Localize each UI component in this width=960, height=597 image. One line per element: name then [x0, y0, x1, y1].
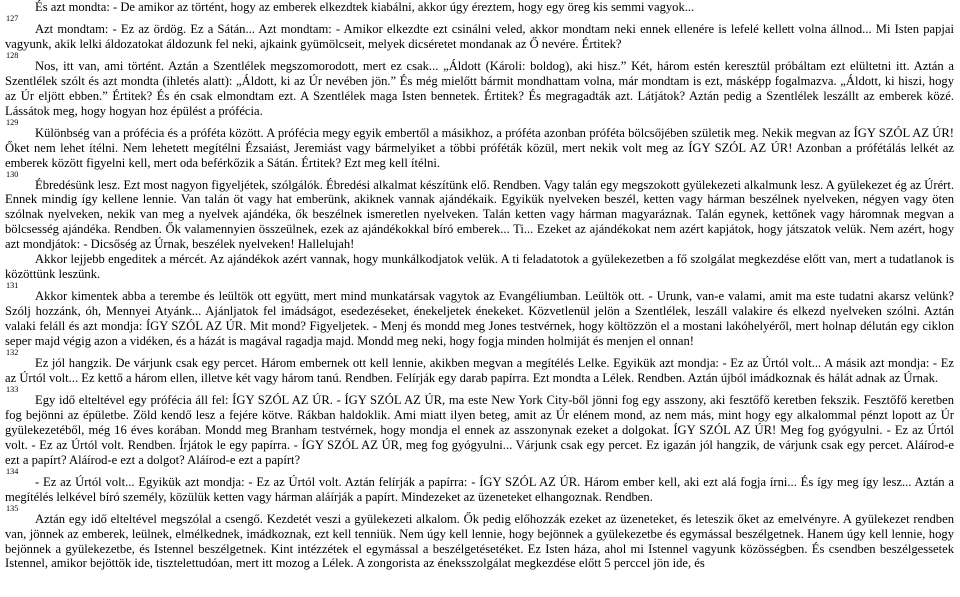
- paragraph-number: 133: [6, 384, 19, 394]
- paragraph-number: 127: [6, 13, 19, 23]
- paragraph-number: 135: [6, 503, 19, 513]
- paragraph-number: 134: [6, 466, 19, 476]
- paragraph-number: 129: [6, 117, 19, 127]
- paragraph-text: Akkor kimentek abba a terembe és leültök ott együtt, mert mind munkatársak vagytok az Evangéliumban. Leültök ott. - Urunk, van-e valami, amit ma este tudatni akarsz velünk? Szólj hozzánk, óh, Mennyei Atyánk... Ajánljatok fel imádságot, esedezéseket, énekeljetek énekeket. Közvetlenül jelön a Szentlélek, leszáll valakire és elkezd nyelveken szólni. Aztán valaki feláll és azt mondja: ÍGY SZÓL AZ ÚR. Mit mond? Figyeljetek. - Menj és mondd meg Jones testvérnek, hogy költözzön el a mostani lakóhelyéről, mert holnap délután egy ciklon seper majd végig azon a vidéken, és a házát is magával ragadja majd. Mondd meg neki, hogy fogja minden holmiját és menjen el onnan!: [5, 289, 954, 349]
- paragraph-number: 128: [6, 50, 19, 60]
- paragraph-text: Azt mondtam: - Ez az ördög. Ez a Sátán... Azt mondtam: - Amikor elkezdte ezt csinálni veled, akkor mondtam neki ennek ellenére is lefelé kellett volna állnod... Mi Isten papjai vagyunk, akik lelki áldozatokat áldozunk fel neki, ajkaink gyümölcseit, melyek dicséretet mondanak az Ő nevére. Értitek?: [5, 21, 954, 51]
- paragraph-text: Ébredésünk lesz. Ezt most nagyon figyeljétek, szólgálók. Ébredési alkalmat készítünk elő. Rendben. Vagy talán egy megszokott gyülekezeti alkalmunk lesz. A gyülekezet ég az Úrért. Ennek mindig így kellene lennie. Van talán öt vagy hat emberünk, akiknek vannak ajándékaik. Egyikük nyelveken beszél, ketten vagy hárman beszélnek nyelveken, négyen vagy öten szólnak nyelveken, nekik van meg a nyelvek ajándéka, ők beszélnek ismeretlen nyelveken. Talán ketten vagy hárman magyaráznak. Talán egynek, kettőnek vagy háromnak megvan a bölcsesség ajándéka. Rendben. Ők valamennyien összeülnek, ezek az ajándékokkal bíró emberek... Ti... Ezeket az ajándékokat nem azért kapjátok, hogy játszatok velük. Nem azért, hogy azt mondjátok: - Dicsőség az Úrnak, beszélek nyelveken! Hallelujah!: [5, 177, 954, 252]
- paragraph-text: Akkor lejjebb engeditek a mércét. Az ajándékok azért vannak, hogy munkálkodjatok velük. A ti feladatotok a gyülekezetben a fő szolgálat megkezdése előtt van, mert a tudatlanok is közöttünk leszünk.: [5, 252, 954, 282]
- paragraph-number: 130: [6, 169, 19, 179]
- paragraph-text: - Ez az Úrtól volt... Egyikük azt mondja: - Ez az Úrtól volt. Aztán felírják a papírra: - ÍGY SZÓL AZ ÚR. Három ember kell, aki ezt alá fogja írni... És így meg így lesz... Aztán a megítélés lelkével bíró személy, közülük ketten vagy hárman aláírják a papírt. Mindezeket az üzeneteket elhangoznak. Rendben.: [5, 474, 954, 504]
- paragraph-text: Aztán egy idő elteltével megszólal a csengő. Kezdetét veszi a gyülekezeti alkalom. Ők pedig előhozzák ezeket az üzeneteket, és leteszik őket az emelvényre. A gyülekezet rendben van, jönnek az emberek, leülnek, elmélkednek, imádkoznak, ezt kell tenniük. Nem úgy kell lennie, hogy bejönnek a gyülekezetbe és egymással beszélgetnek. Hanem úgy kell lennie, hogy bejönnek a gyülekezetbe, és Istennel beszélgetnek. Kint intézzétek el egymással a beszélgetésetéket. Ez Isten háza, ahol mi Istennel vagyunk közösségben. És csendben beszélgessetek Istennel, amikor bejöttök ide, tisztelettudóan, mert itt mozog a Lélek. A zongorista az éneksszolgálat megkezdése előtt 5 perccel jön ide, és: [5, 511, 954, 571]
- paragraph-number: 131: [6, 281, 19, 291]
- paragraph-text: És azt mondta: - De amikor az történt, hogy az emberek elkezdtek kiabálni, akkor úgy éreztem, hogy egy öreg kis semmi vagyok...: [35, 0, 695, 14]
- paragraph-text: Ez jól hangzik. De várjunk csak egy percet. Három embernek ott kell lennie, akikben megvan a megítélés Lelke. Egyikük azt mondja: - Ez az Úrtól volt... A másik azt mondja: - Ez az Úrtól volt... Ez kettő a három ellen, illetve két vagy három tanú. Rendben. Felírják egy darab papírra. Ezt mondta a Lélek. Rendben. Aztán újból imádkoznak és hálát adnak az Úrnak.: [5, 356, 954, 385]
- paragraph-text: Nos, itt van, ami történt. Aztán a Szentlélek megszomorodott, mert ez csak... „Áldott (Károli: boldog), aki hisz.” Két, három estén keresztül próbáltam ezt elültetni itt. Aztán a Szentlélek szólt és azt mondta (ihletés alatt): „Áldott, ki az Úr nevében jön.” És még mielőtt bármit mondhattam volna, már mondtam is ezt, másképp fogalmazva. „Áldott, ki hiszi, hogy az Úr eljött ebben.” Értitek? És én csak elmondtam ezt. A Szentlélek maga Isten bennetek. Értitek? És megragadták azt. Látjátok? Aztán pedig a Szentlélek leszállt az emberek közé. Lássátok meg, hogy hogyan hoz épülést a prófécia.: [5, 58, 954, 118]
- paragraph-text: Különbség van a prófécia és a próféta között. A prófécia megy egyik embertől a másikhoz, a próféta azonban próféta bölcsőjében születik meg. Nekik megvan az ÍGY SZÓL AZ ÚR! Őket nem lehet ítélni. Nem lehetett megítélni Ézsaiást, Jeremiást vagy bármelyiket a többi próféták közül, mert nekik volt meg az ÍGY SZÓL AZ ÚR! Azonban a prófétálás lelkét az emberek között figyelni kell, mert oda beférkőzik a Sátán. Értitek? Ezt meg kell ítélni.: [5, 125, 954, 170]
- paragraph-text: Egy idő elteltével egy prófécia áll fel: ÍGY SZÓL AZ ÚR. - ÍGY SZÓL AZ ÚR, ma este New York City-ből jönni fog egy asszony, aki fesztőfő keretben fekszik. Fesztőfő keretben fog bejönni az épületbe. Zöld kendő lesz a fejére kötve. Rákban haldoklik. Ami miatt ilyen beteg, amit az Úr elénem mond, az nem más, mint hogy egy alkalommal pénzt lopott az Úr gyülekezetéből, még 16 éves korában. Mondd meg Branham testvérnek, hogy mondja el ennek az asszonynak ezeket a dolgokat. ÍGY SZÓL AZ ÚR! Meg fog gyógyulni. - Ez az Úrtól volt. - Ez az Úrtól volt. Rendben. Írjátok le egy papírra. - ÍGY SZÓL AZ ÚR, meg fog gyógyulni... Várjunk csak egy percet. Ez igazán jól hangzik, de várjunk csak egy percet. Aláírod-e ezt a papírt? Aláírod-e ezt a dolgot? Aláírod-e ezt a papírt?: [5, 392, 954, 467]
- paragraph-number: 132: [6, 348, 19, 358]
